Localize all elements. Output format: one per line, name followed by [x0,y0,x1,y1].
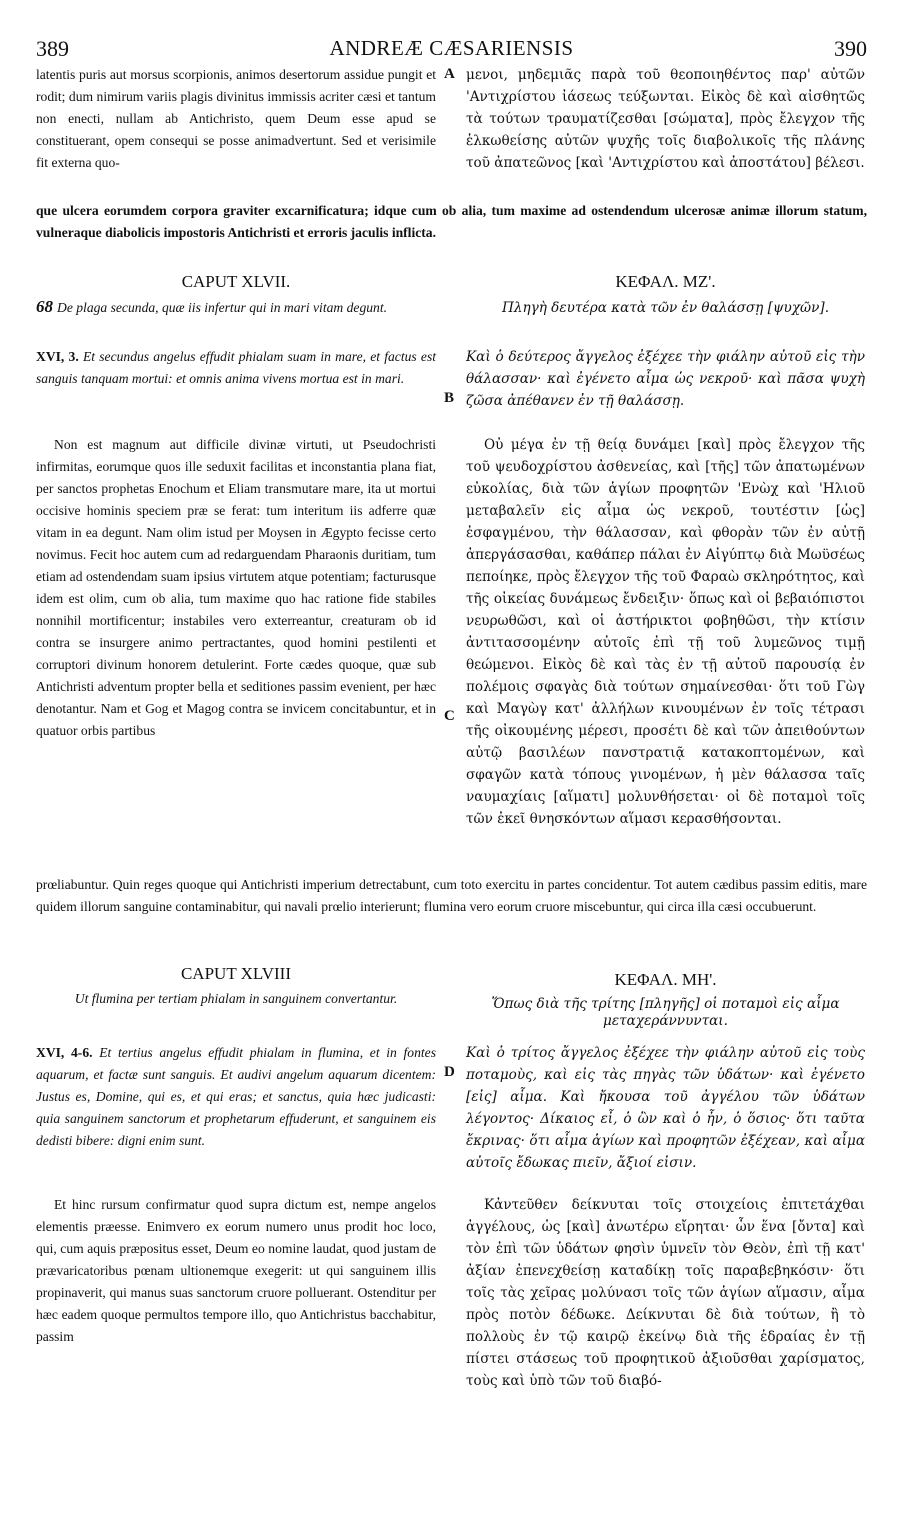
ch48-commentary-greek [466,1194,865,1392]
ch48-verse-greek-text: Καὶ ὁ τρίτος ἄγγελος ἐξέχεε τὴν φιάλην αὐτοῦ εἰς τοὺς ποταμοὺς, καὶ εἰς τὰς πηγὰς τῶν ὑδάτων· καὶ ἐγένετο [εἰς] αἷμα. Καὶ ἤκουσα τοῦ ἀγγέλου τῶν ὑδάτων λέγοντος· Δίκαιος εἶ, ὁ ὢν καὶ ὁ ἦν, ὁ ὅσιος· ὅτι ταῦτα ἔκρινας· ὅτι αἷμα ἁγίων καὶ προφητῶν ἐξέχεαν, καὶ αἷμα αὐτοῖς ἔδωκας πιεῖν, ἄξιοί εἰσιν. [466,1045,865,1171]
running-title: ANDREÆ CÆSARIENSIS [329,36,574,60]
ch47-kephal: ΚΕΦΑΛ. ΜΖ'. [615,272,716,291]
top-latin-text: latentis puris aut morsus scorpionis, animos desertorum assidue pungit et rodit; dum nimirum variis plagis divinitus immissis acriter cæsi et tantum non enecti, nullam ab Antichristo, quem Deum esse apud se constituerant, opem consequi se posse animadvertunt. Sed et verisimile fit externa quo- [36,67,436,170]
ch48-caput: CAPUT XLVIII [180,964,292,983]
ch48-verse-greek [466,1042,865,1174]
ch48-latin-heading [36,964,436,1007]
ch48-commentary-latin [36,1194,436,1348]
ch47-full-width-text [36,874,867,918]
margin-marker-a: A [444,66,455,82]
margin-marker-b: B [444,390,455,406]
ch47-greek-heading [466,272,865,317]
ch47-title-latin-text: De plaga secunda, quæ iis infertur qui in mari vitam degunt. [57,300,388,315]
ch47-commentary-latin [36,434,436,742]
left-page-number: 389 [36,36,69,61]
ch47-verse-latin [36,346,436,390]
ch48-commentary-latin-text: Et hinc rursum confirmatur quod supra dictum est, nempe angelos elementis præesse. Enimvero ex eorum numero unus prodit hoc loco, qui, cum aquis præpositus esset, Deum eo nomine laudat, quod justam de prævaricatoribus pœnam ultionemque exegerit: ut qui sanguinem illis propinaverit, qui manus suas sanctorum cruore polluerant. Ostenditur per hæc eadem quoque permultos tempore illo, quo Antichristus bacchabitur, passim [36,1197,436,1344]
ch47-latin-heading [36,272,436,316]
ch48-kephal: ΚΕΦΑΛ. ΜΗ'. [614,970,717,989]
ch47-commentary-greek-text: Οὐ μέγα ἐν τῇ θείᾳ δυνάμει [καὶ] πρὸς ἔλεγχον τῆς τοῦ ψευδοχρίστου ἀσθενείας, καὶ [τῆς] τῶν ἀπατωμένων εὐκολίας, διὰ τῶν ἁγίων προφητῶν 'Ενὼχ καὶ 'Ηλιοῦ μεταβαλεῖν εἰς αἷμα ὡς νεκροῦ, τουτέστιν [ὡς] ἐσφαγμένου, τὴν θάλασσαν, καὶ φθορὰν τῶν ἐν αὐτῇ ἀπεργάσασθαι, καθάπερ πάλαι ἐν Αἰγύπτῳ διὰ Μωϋσέως πεποίηκε, πρὸς ἔλεγχον τῆς τοῦ Φαραὼ σκληρότητος, καὶ τῆς οἰκείας δυνάμεως ἔνδειξιν· ὅπως καὶ οἱ βεβαιόπιστοι νευρωθῶσι, καὶ οἱ ἀστήρικτοι φοβηθῶσι, τὴν κτίσιν ἀντιτασσομένην αὐτοῖς ἐπὶ τῇ τοῦ λυμεῶνος τιμῇ θεώμενοι. Εἰκὸς δὲ καὶ τὰς ἐν τῇ αὐτοῦ παρουσίᾳ ἐν πολέμοις σφαγὰς διὰ τούτων σημαίνεσθαι· ὅτι τοῦ Γὼγ καὶ Μαγὼγ κατ' ἀλλήλων κινουμένων ἐν τοῖς τέτρασι τῆς οἰκουμένης μέρεσι, προσέτι δὲ καὶ τῶν ἀπειθούντων αὐτῷ βασιλέων πανστρατιᾷ κατακοπτομένων, καὶ σφαγῶν κατὰ τόπους γινομένων, ἡ μὲν θάλασσα ταῖς ναυμαχίαις [αἵματι] μολυνθήσεται· οἱ δὲ ποταμοὶ τοῖς τῶν ἐκεῖ θνησκόντων αἵμασι κερασθήσονται. [466,437,865,827]
top-full-width-text [36,200,867,244]
ch48-title-greek: Ὅπως διὰ τῆς τρίτης [πληγῆς] οἱ ποταμοὶ εἰς αἷμα μεταχεράννυνται. [491,996,840,1029]
ch48-verse-latin-text: Et tertius angelus effudit phialam in flumina, et in fontes aquarum, et factæ sunt sanguis. Et audivi angelum aquarum dicentem: Justus es, Domine, qui es, et qui eras; et sanctus, quia hæc judicasti: quia sanguinem sanctorum et prophetarum effuderunt, et sanguinem eis dedisti bibere: digni enim sunt. [36,1045,436,1148]
top-greek-text: μενοι, μηδεμιᾶς παρὰ τοῦ θεοποιηθέντος παρ' αὐτῶν 'Αντιχρίστου ἰάσεως τεύξωνται. Εἰκὸς δὲ καὶ αἰσθητῶς τὰ τούτων τραυματίζεσθαι [σώματα], πρὸς ἔλεγχον τῆς ἑλκωθείσης αὐτῶν ψυχῆς τοῖς διαβολικοῖς τῆς πλάνης τοῦ ἀπατεῶνος [καὶ 'Αντιχρίστου καὶ ἀποστάτου] βέλεσι. [466,67,865,171]
ch47-title-greek: Πληγὴ δευτέρα κατὰ τῶν ἐν θαλάσσῃ [ψυχῶν]. [501,300,830,316]
ch47-verse-greek-text: Καὶ ὁ δεύτερος ἄγγελος ἐξέχεε τὴν φιάλην αὐτοῦ εἰς τὴν θάλασσαν· καὶ ἐγένετο αἷμα ὡς νεκροῦ· καὶ πᾶσα ψυχὴ ζῶσα ἀπέθανεν ἐν τῇ θαλάσσῃ. [466,349,865,409]
top-full-text: que ulcera eorumdem corpora graviter excarnificatura; idque cum ob alia, tum maxime ad ostendendum ulcerosæ animæ illorum statum, vulneraque diabolicis impostoris Antichristi et erroris jaculis inflicta. [36,203,867,240]
ch47-verse-latin-text: Et secundus angelus effudit phialam suam in mare, et factus est sanguis tanquam mortui: et omnis anima vivens mortua est in mari. [36,349,437,386]
ch47-verse-greek [466,346,865,412]
top-greek-column [466,64,865,174]
margin-marker-d: D [444,1064,455,1080]
ch47-commentary-latin-text: Non est magnum aut difficile divinæ virtuti, ut Pseudochristi infirmitas, eorumque quos ille seduxit facilitas et inconstantia plana fiat, per sanctos prophetas Enochum et Eliam transmutare mare, ita ut mortui occisive hominis speciem præ se ferat: tum interitum iis adferre quæ vitam in ea degunt. Nam olim istud per Moysen in Ægypto fecisse certo novimus. Fecit hoc autem cum ad redarguendam Pharaonis duritiam, tum etiam ad ostendendam suam ipsius virtutem atque potentiam; facturusque idem est olim, cum ob alia, tum maxime quo hac ratione fide stabiles nonnihil mortificentur; instabiles vero exterreantur, creaturam ob id contra se insurgere animo pertractantes, quod homini pestilenti et corruptori divinum honorem detulerint. Forte cædes quoque, quæ sub Antichristi adventum propter bella et seditiones passim evenient, per hæc denotantur. Nam et Gog et Magog contra se invicem concitabuntur, et in quatuor orbis partibus [36,437,436,738]
ch47-full-text: prœliabuntur. Quin reges quoque qui Antichristi imperium detrectabunt, cum toto exercitu in partes concidentur. Tot autem cædibus passim editis, mare quidem illorum sanguine contaminabitur, qui navali prœlio interierunt; flumina vero eorum cruore miscebuntur, qui circa illa cæsi occubuerunt. [36,877,867,914]
ch48-title-latin: Ut flumina per tertiam phialam in sanguinem convertantur. [74,991,398,1006]
section-number: 68 [36,297,53,316]
ch47-verse-ref: XVI, 3. [36,349,79,364]
ch48-greek-heading [466,970,865,1030]
margin-marker-c: C [444,708,455,724]
ch48-verse-latin [36,1042,436,1152]
ch47-title-latin [36,298,436,316]
right-page-number: 390 [834,36,867,61]
top-latin-column [36,64,436,174]
ch48-commentary-greek-text: Κἀντεῦθεν δείκνυται τοῖς στοιχείοις ἐπιτετάχθαι ἀγγέλους, ὡς [καὶ] ἀνωτέρω εἴρηται· ὧν ἕνα [ὄντα] καὶ τὸν ἐπὶ τῶν ὑδάτων φησὶν ὑμνεῖν τὸν Θεὸν, ἐπὶ τῇ κατ' ἀξίαν ἐπενεχθείσῃ καταδίκῃ τοῖς παραβεβηκόσιν· ὅτι τοῖς τὰς χεῖρας μολύνασι τοῖς τῶν ἁγίων αἵμασιν, αἷμα πρὸς ποτὸν δέδωκε. Δείκνυται δὲ διὰ τούτων, ἢ τὸ πολλοὺς ἐν τῷ καιρῷ ἐκείνῳ διὰ τῆς ἑδραίας ἐν τῇ πίστει στάσεως τοῦ προφητικοῦ ἀξιοῦσθαι χαρίσματος, τοὺς καὶ ὑπὸ τῶν τοῦ διαβό- [466,1197,865,1389]
ch47-caput: CAPUT XLVII. [181,272,291,291]
page-header [36,36,867,62]
ch48-verse-ref: XVI, 4-6. [36,1045,93,1060]
ch47-commentary-greek [466,434,865,830]
